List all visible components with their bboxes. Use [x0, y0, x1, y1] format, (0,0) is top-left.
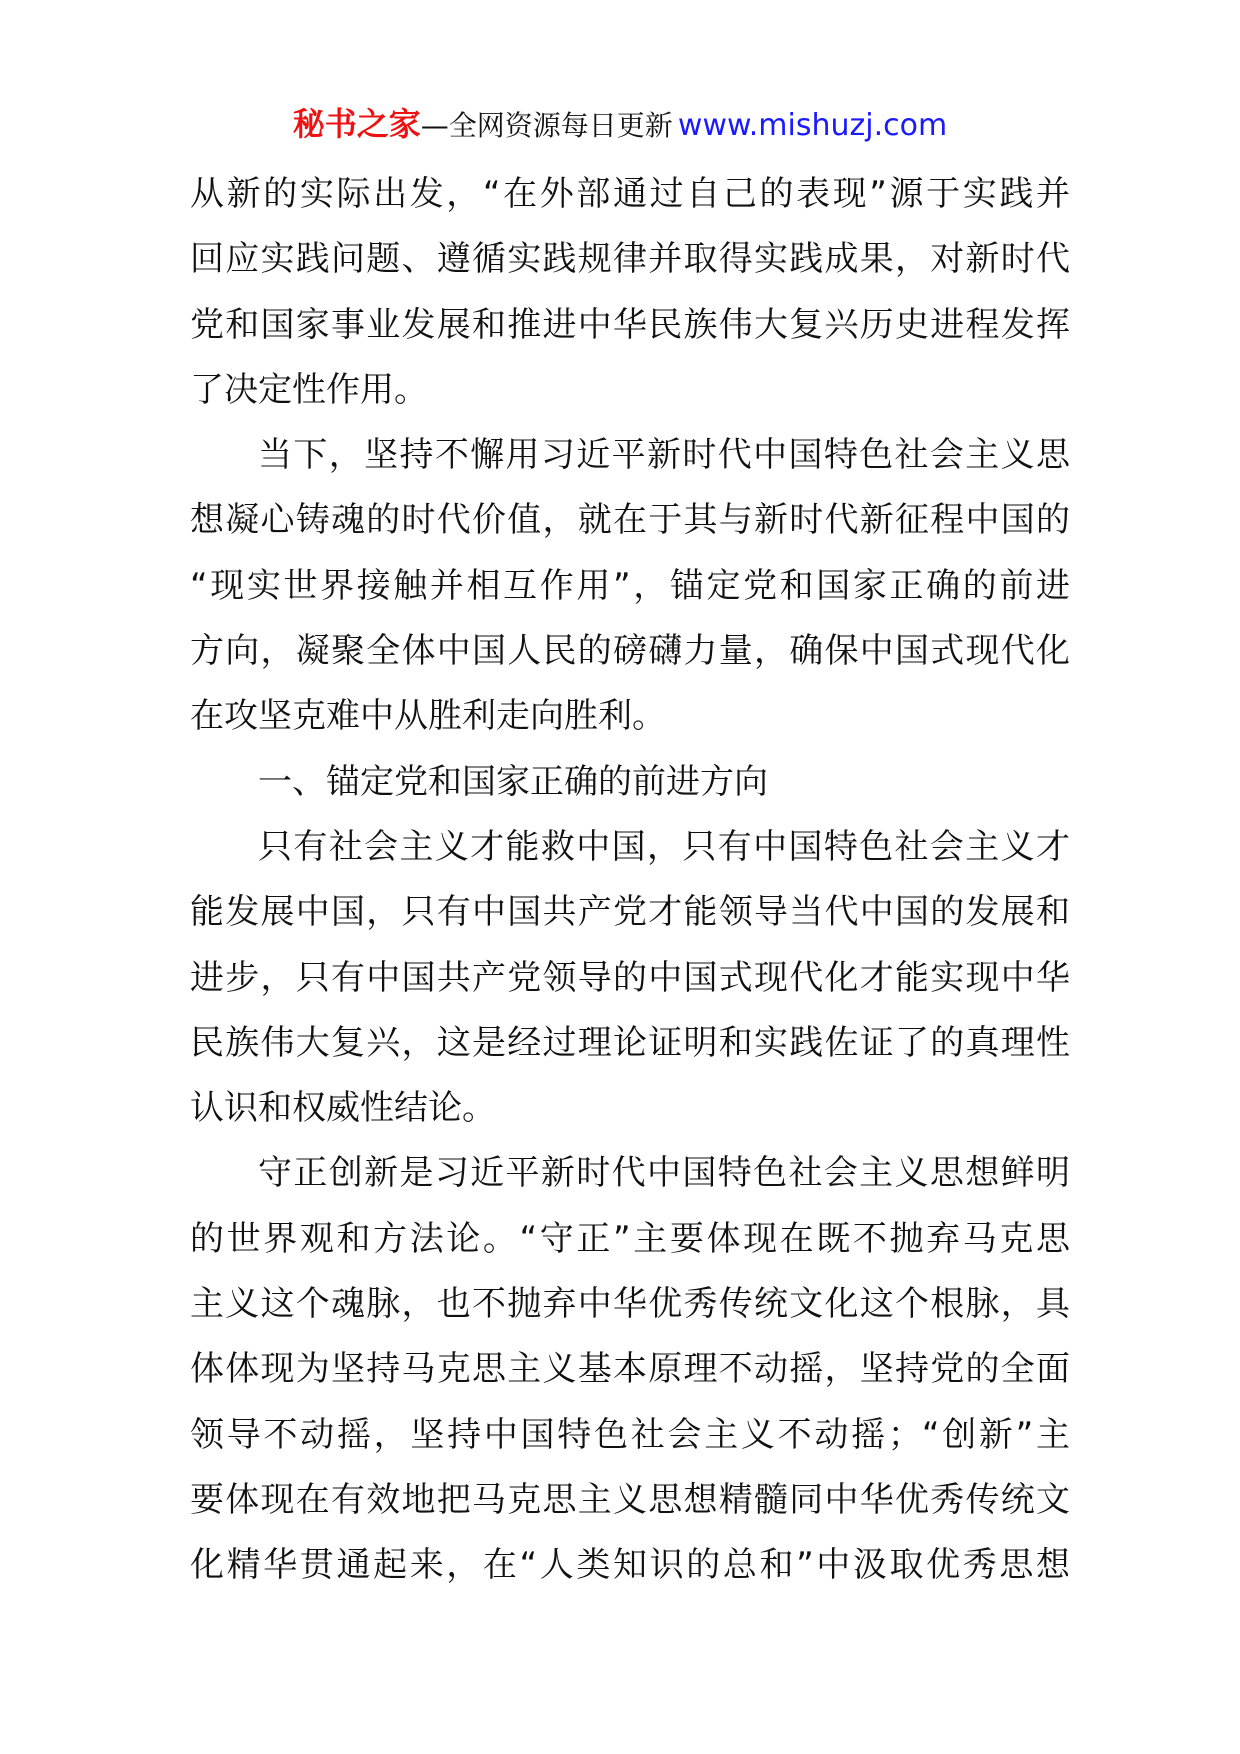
text-line: 了决定性作用。: [190, 369, 428, 410]
text-line: 民族伟大复兴，这是经过理论证明和实践佐证了的真理性: [190, 1022, 1070, 1063]
section-heading: 一、锚定党和国家正确的前进方向: [258, 761, 768, 802]
text-line: 进步，只有中国共产党领导的中国式现代化才能实现中华: [190, 957, 1070, 998]
paragraph-first-line: 当下，坚持不懈用习近平新时代中国特色社会主义思: [258, 435, 1070, 476]
text-line: 方向，凝聚全体中国人民的磅礴力量，确保中国式现代化: [190, 631, 1070, 672]
watermark-header: [0, 104, 1240, 150]
site-url: www.mishuzj.com: [677, 108, 948, 143]
document-body: [190, 162, 1070, 1599]
text-line: 从新的实际出发，“在外部通过自己的表现”源于实践并: [190, 174, 1070, 214]
text-line: “现实世界接触并相互作用”，锚定党和国家正确的前进: [190, 565, 1070, 606]
text-line: 体体现为坚持马克思主义基本原理不动摇，坚持党的全面: [190, 1349, 1070, 1390]
text-line: 的世界观和方法论。“守正”主要体现在既不抛弃马克思: [190, 1218, 1070, 1259]
brand-name: 秘书之家: [292, 105, 421, 143]
text-line: 回应实践问题、遵循实践规律并取得实践成果，对新时代: [190, 239, 1070, 280]
paragraph-first-line: 守正创新是习近平新时代中国特色社会主义思想鲜明: [258, 1153, 1070, 1194]
text-line: 主义这个魂脉，也不抛弃中华优秀传统文化这个根脉，具: [190, 1284, 1070, 1325]
text-line: 能发展中国，只有中国共产党才能领导当代中国的发展和: [190, 892, 1070, 933]
text-line: 领导不动摇，坚持中国特色社会主义不动摇；“创新”主: [190, 1414, 1070, 1455]
text-line: 党和国家事业发展和推进中华民族伟大复兴历史进程发挥: [190, 304, 1070, 345]
text-line: 在攻坚克难中从胜利走向胜利。: [190, 696, 666, 737]
brand-tagline: —全网资源每日更新: [420, 109, 673, 142]
text-line: 要体现在有效地把马克思主义思想精髓同中华优秀传统文: [190, 1479, 1070, 1520]
paragraph-first-line: 只有社会主义才能救中国，只有中国特色社会主义才: [258, 826, 1070, 867]
text-line: 化精华贯通起来，在“人类知识的总和”中汲取优秀思想: [190, 1545, 1070, 1586]
text-line: 认识和权威性结论。: [190, 1088, 496, 1129]
text-line: 想凝心铸魂的时代价值，就在于其与新时代新征程中国的: [190, 500, 1070, 541]
